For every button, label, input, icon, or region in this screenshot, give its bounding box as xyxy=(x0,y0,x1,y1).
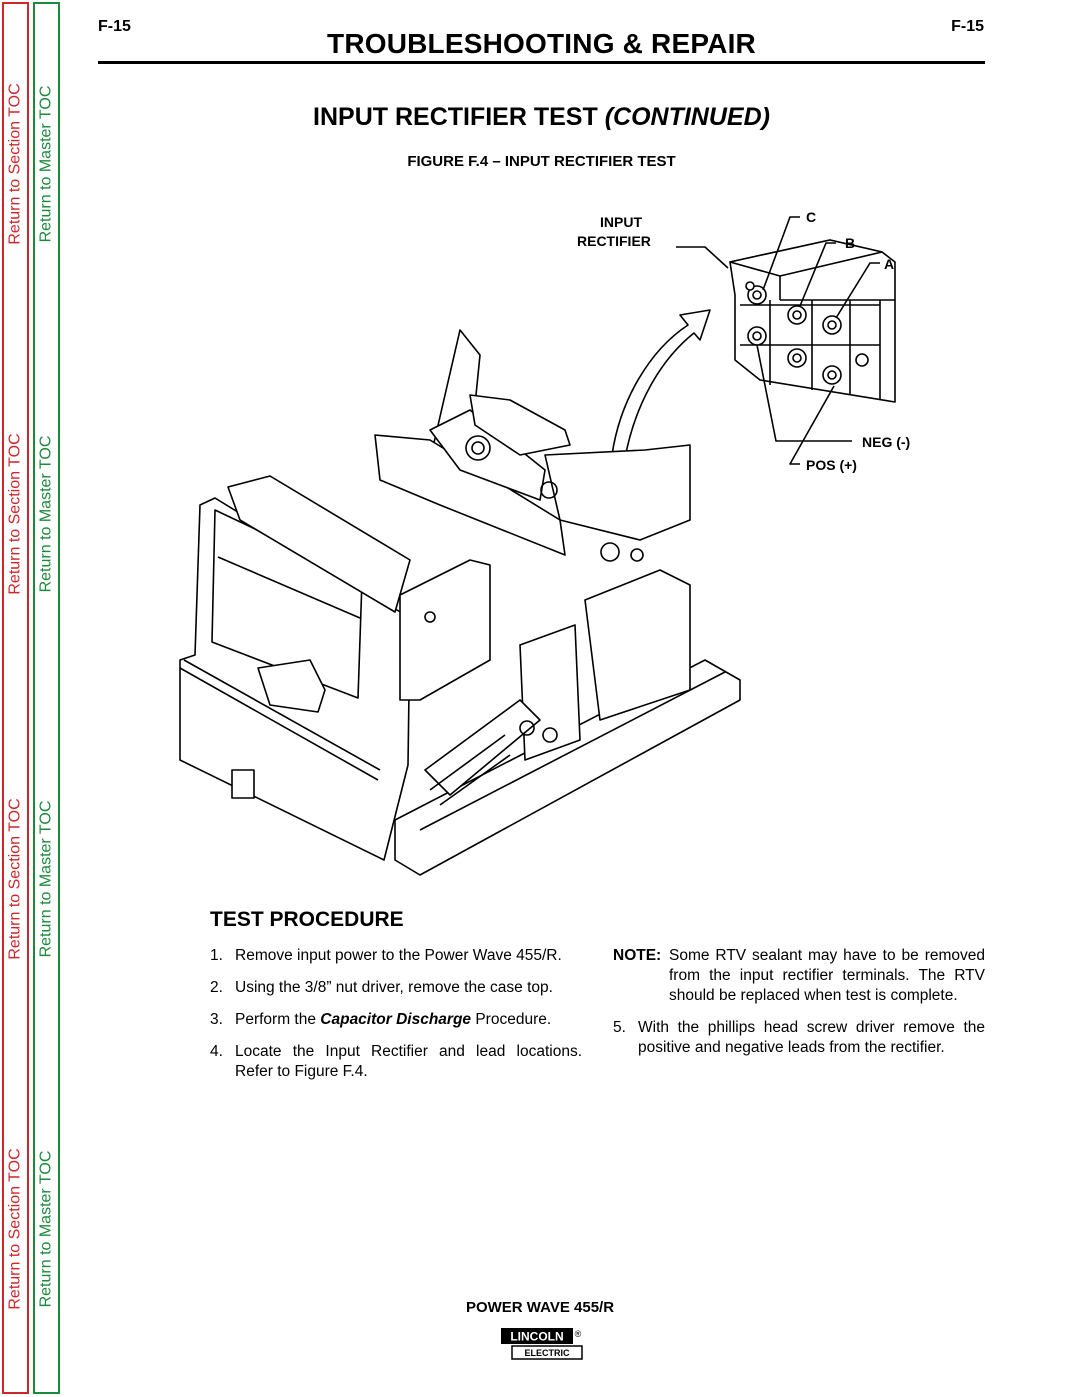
lincoln-electric-logo xyxy=(500,1327,584,1361)
rectifier-block xyxy=(730,240,895,402)
step-text-pre: Perform the xyxy=(235,1011,321,1028)
return-to-master-toc-link-2[interactable]: Return to Master TOC xyxy=(37,435,55,593)
step-text: Using the 3/8” nut driver, remove the case top. xyxy=(235,979,553,996)
logo-registered-mark: ® xyxy=(574,1329,582,1339)
section-title-main: INPUT RECTIFIER TEST xyxy=(313,103,605,131)
step-text: Remove input power to the Power Wave 455/R. xyxy=(235,947,562,964)
footer-model-name: POWER WAVE 455/R xyxy=(465,1299,615,1316)
figure-caption: FIGURE F.4 – INPUT RECTIFIER TEST xyxy=(407,153,676,170)
pointer-arrow xyxy=(612,310,710,458)
label-terminal-c: C xyxy=(806,209,817,225)
note-label: NOTE: xyxy=(613,947,662,964)
logo-text-lincoln: LINCOLN xyxy=(510,1329,564,1344)
step-number: 5. xyxy=(613,1019,626,1036)
step-number: 3. xyxy=(210,1011,223,1028)
step-number: 4. xyxy=(210,1043,223,1060)
machine-chassis xyxy=(180,330,740,875)
note-text: Some RTV sealant may have to be removed from the input rectifier terminals. The RTV should be replaced when test is complete. xyxy=(669,947,985,1004)
label-terminal-a: A xyxy=(884,256,895,272)
procedure-right-column xyxy=(613,946,985,1070)
label-neg: NEG (-) xyxy=(862,434,911,450)
return-to-master-toc-link-4[interactable]: Return to Master TOC xyxy=(37,1150,55,1308)
return-to-master-toc-link-1[interactable]: Return to Master TOC xyxy=(37,85,55,243)
chapter-title: TROUBLESHOOTING & REPAIR xyxy=(327,28,756,59)
procedure-step xyxy=(210,1042,582,1082)
label-terminal-b: B xyxy=(845,235,856,251)
procedure-step xyxy=(210,1010,582,1030)
label-pos: POS (+) xyxy=(806,457,857,473)
test-procedure-heading: TEST PROCEDURE xyxy=(210,908,404,931)
logo-text-electric: ELECTRIC xyxy=(524,1348,570,1358)
rtv-note xyxy=(613,946,985,1006)
step-number: 2. xyxy=(210,979,223,996)
procedure-step xyxy=(210,946,582,966)
step-text-post: Procedure. xyxy=(471,1011,552,1028)
return-to-master-toc-link-3[interactable]: Return to Master TOC xyxy=(37,800,55,958)
section-title-continued: (CONTINUED) xyxy=(604,103,770,131)
return-to-section-toc-link-3[interactable]: Return to Section TOC xyxy=(6,798,24,960)
step-text: With the phillips head screw driver remove the positive and negative leads from the rectifier. xyxy=(638,1019,985,1056)
page-number-right: F-15 xyxy=(951,18,984,35)
step-text xyxy=(235,1010,582,1030)
step-text: Locate the Input Rectifier and lead locations. Refer to Figure F.4. xyxy=(235,1043,582,1080)
procedure-step xyxy=(613,1018,985,1058)
procedure-step xyxy=(210,978,582,998)
return-to-section-toc-link-2[interactable]: Return to Section TOC xyxy=(6,433,24,595)
capacitor-discharge-reference: Capacitor Discharge xyxy=(320,1011,472,1028)
step-number: 1. xyxy=(210,947,223,964)
label-rectifier: RECTIFIER xyxy=(577,233,651,249)
label-input: INPUT xyxy=(600,214,642,230)
return-to-section-toc-link-1[interactable]: Return to Section TOC xyxy=(6,83,24,245)
procedure-steps xyxy=(210,946,582,1094)
page-number-left: F-15 xyxy=(98,18,131,35)
return-to-section-toc-link-4[interactable]: Return to Section TOC xyxy=(6,1148,24,1310)
